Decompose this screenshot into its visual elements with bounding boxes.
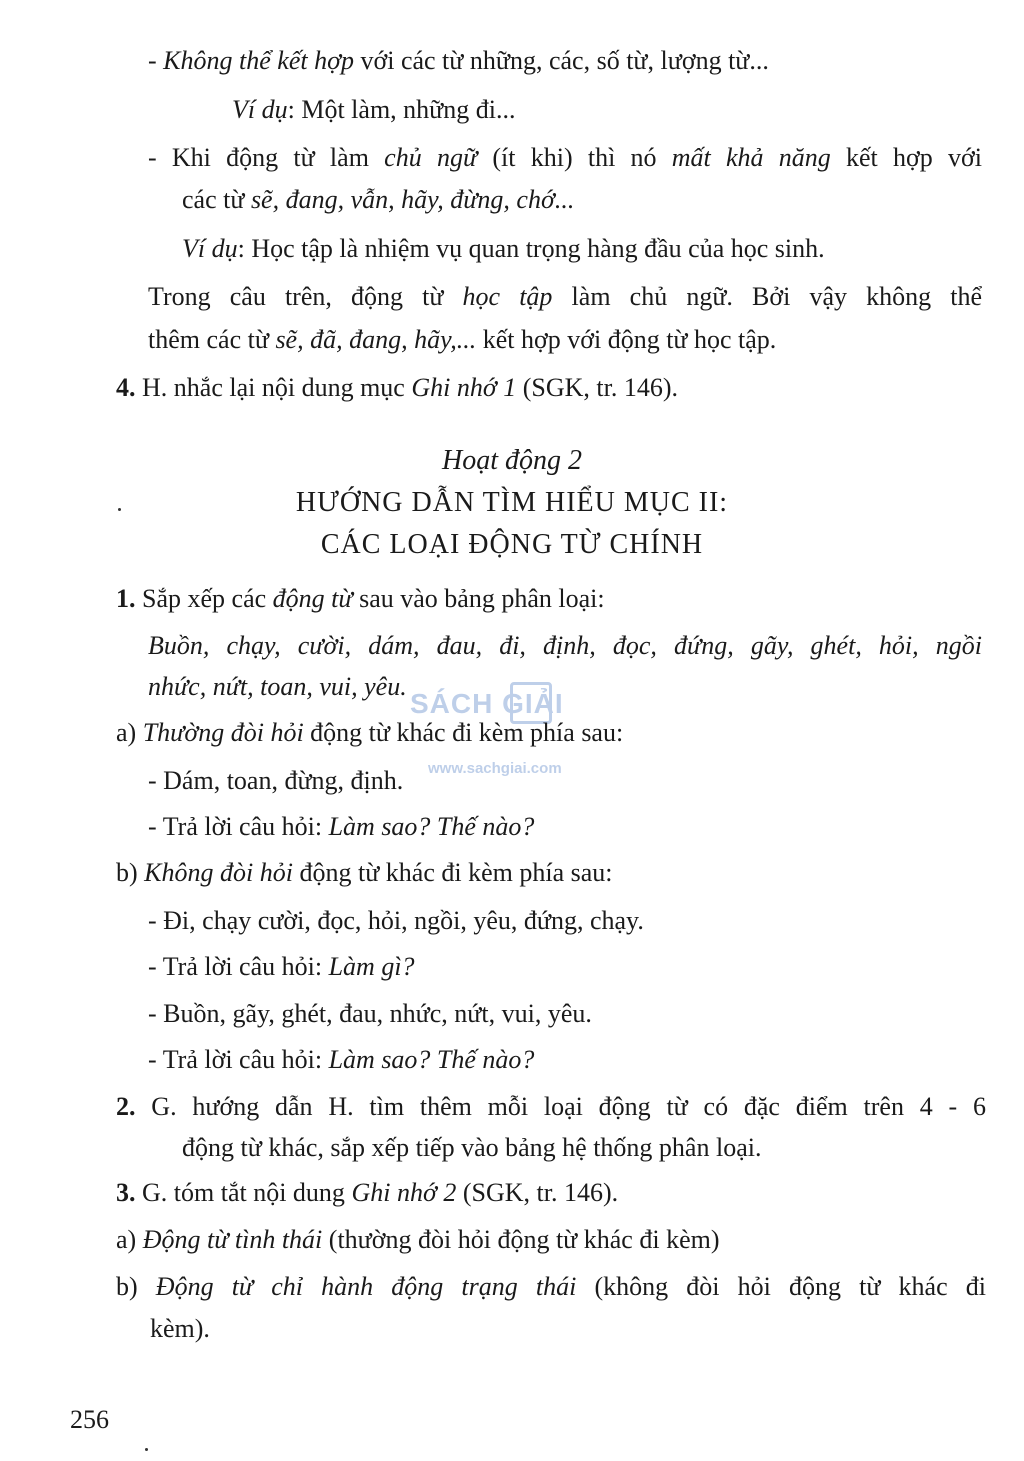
italic-phrase: Không thể kết hợp [163,46,354,75]
item-4: 4. H. nhắc lại nội dung mục Ghi nhớ 1 (SGK, tr. 146). [116,373,679,402]
item-3: 3. G. tóm tắt nội dung Ghi nhớ 2 (SGK, tr. 146). [116,1178,619,1207]
item-b: b) Không đòi hỏi động từ khác đi kèm phía sau: [116,858,613,887]
verb-list-line-1: Buồn, chạy, cười, dám, đau, đi, định, đọc, đứng, gãy, ghét, hỏi, ngồi [148,631,982,660]
watermark-url: www.sachgiai.com [428,760,562,777]
sub-item-b-4: - Trả lời câu hỏi: Làm sao? Thế nào? [148,1045,535,1074]
item-1: 1. Sắp xếp các động từ sau vào bảng phân loại: [116,584,605,613]
verb-list-line-2: nhức, nứt, toan, vui, yêu. [148,672,407,701]
explanation-line-1: Trong câu trên, động từ học tập làm chủ ngữ. Bởi vậy không thể [148,282,982,311]
sub-item-b-1: - Đi, chạy cười, đọc, hỏi, ngồi, yêu, đứng, chạy. [148,906,644,935]
speck [145,1448,148,1451]
example-line-2: Ví dụ: Học tập là nhiệm vụ quan trọng hàng đầu của học sinh. [182,234,825,263]
item-a: a) Thường đòi hỏi động từ khác đi kèm phía sau: [116,718,624,747]
bullet-line-subject: - Khi động từ làm chủ ngữ (ít khi) thì nó mất khả năng kết hợp với [148,143,982,172]
sub-item-b-3: - Buồn, gãy, ghét, đau, nhức, nứt, vui, yêu. [148,999,592,1028]
item-3a: a) Động từ tình thái (thường đòi hỏi động từ khác đi kèm) [116,1225,720,1254]
speck [118,508,121,511]
activity-heading: Hoạt động 2 [442,445,582,476]
explanation-line-2: thêm các từ sẽ, đã, đang, hãy,... kết hợp với động từ học tập. [148,325,777,354]
section-heading-1: HƯỚNG DẪN TÌM HIỂU MỤC II: [295,487,729,518]
bullet-line-no-combine: - Không thể kết hợp với các từ những, các, số từ, lượng từ... [148,46,769,75]
watermark-logo: SÁCH GIẢI [410,688,564,719]
page-number: 256 [70,1405,109,1434]
item-2: 2. G. hướng dẫn H. tìm thêm mỗi loại động từ có đặc điểm trên 4 - 6 [116,1092,986,1121]
item-3b: b) Động từ chỉ hành động trạng thái (không đòi hỏi động từ khác đi [116,1272,986,1301]
sub-item-b-2: - Trả lời câu hỏi: Làm gì? [148,952,415,981]
section-heading-2: CÁC LOẠI ĐỘNG TỪ CHÍNH [320,529,704,560]
sub-item-a-1: - Dám, toan, đừng, định. [148,766,404,795]
item-3b-cont: kèm). [150,1314,210,1343]
example-line-1: Ví dụ: Một làm, những đi... [232,95,516,124]
item-2-cont: động từ khác, sắp xếp tiếp vào bảng hệ thống phân loại. [182,1133,762,1162]
bullet-line-subject-cont: các từ sẽ, đang, vẫn, hãy, đừng, chớ... [182,185,575,214]
sub-item-a-2: - Trả lời câu hỏi: Làm sao? Thế nào? [148,812,535,841]
